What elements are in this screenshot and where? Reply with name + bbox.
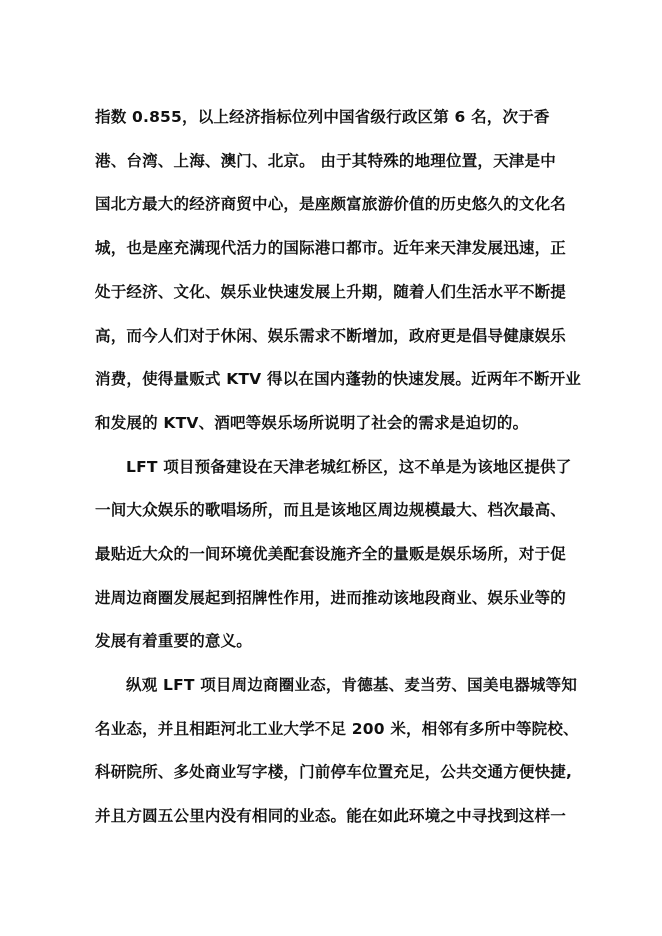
text-line: LFT 项目预备建设在天津老城红桥区，这不单是为该地区提供了 [126, 458, 572, 476]
text-line: 名业态，并且相距河北工业大学不足 200 米，相邻有多所中等院校、 [95, 720, 579, 738]
text-line: 一间大众娱乐的歌唱场所，而且是该地区周边规模最大、档次最高、 [95, 501, 567, 519]
text-line: 指数 0.855，以上经济指标位列中国省级行政区第 6 名，次于香 [95, 108, 550, 126]
text-line: 最贴近大众的一间环境优美配套设施齐全的量贩是娱乐场所，对于促 [95, 545, 567, 563]
text-line: 国北方最大的经济商贸中心，是座颇富旅游价值的历史悠久的文化名 [95, 195, 567, 213]
text-line: 消费，使得量贩式 KTV 得以在国内蓬勃的快速发展。近两年不断开业 [95, 370, 581, 388]
text-line: 科研院所、多处商业写字楼，门前停车位置充足，公共交通方便快捷, [95, 763, 573, 781]
text-line: 港、台湾、上海、澳门、北京。 由于其特殊的地理位置，天津是中 [95, 152, 556, 170]
text-line: 和发展的 KTV、酒吧等娱乐场所说明了社会的需求是迫切的。 [95, 414, 529, 432]
text-line: 进周边商圈发展起到招牌性作用，进而推动该地段商业、娱乐业等的 [95, 589, 567, 607]
text-line: 并且方圆五公里内没有相同的业态。能在如此环境之中寻找到这样一 [95, 807, 567, 825]
text-line: 纵观 LFT 项目周边商圈业态，肯德基、麦当劳、国美电器城等知 [126, 676, 578, 694]
text-line: 高，而今人们对于休闲、娱乐需求不断增加，政府更是倡导健康娱乐 [95, 327, 567, 345]
text-line: 城，也是座充满现代活力的国际港口都市。近年来天津发展迅速，正 [95, 239, 567, 257]
text-line: 发展有着重要的意义。 [95, 632, 253, 650]
text-line: 处于经济、文化、娱乐业快速发展上升期，随着人们生活水平不断提 [95, 283, 567, 301]
